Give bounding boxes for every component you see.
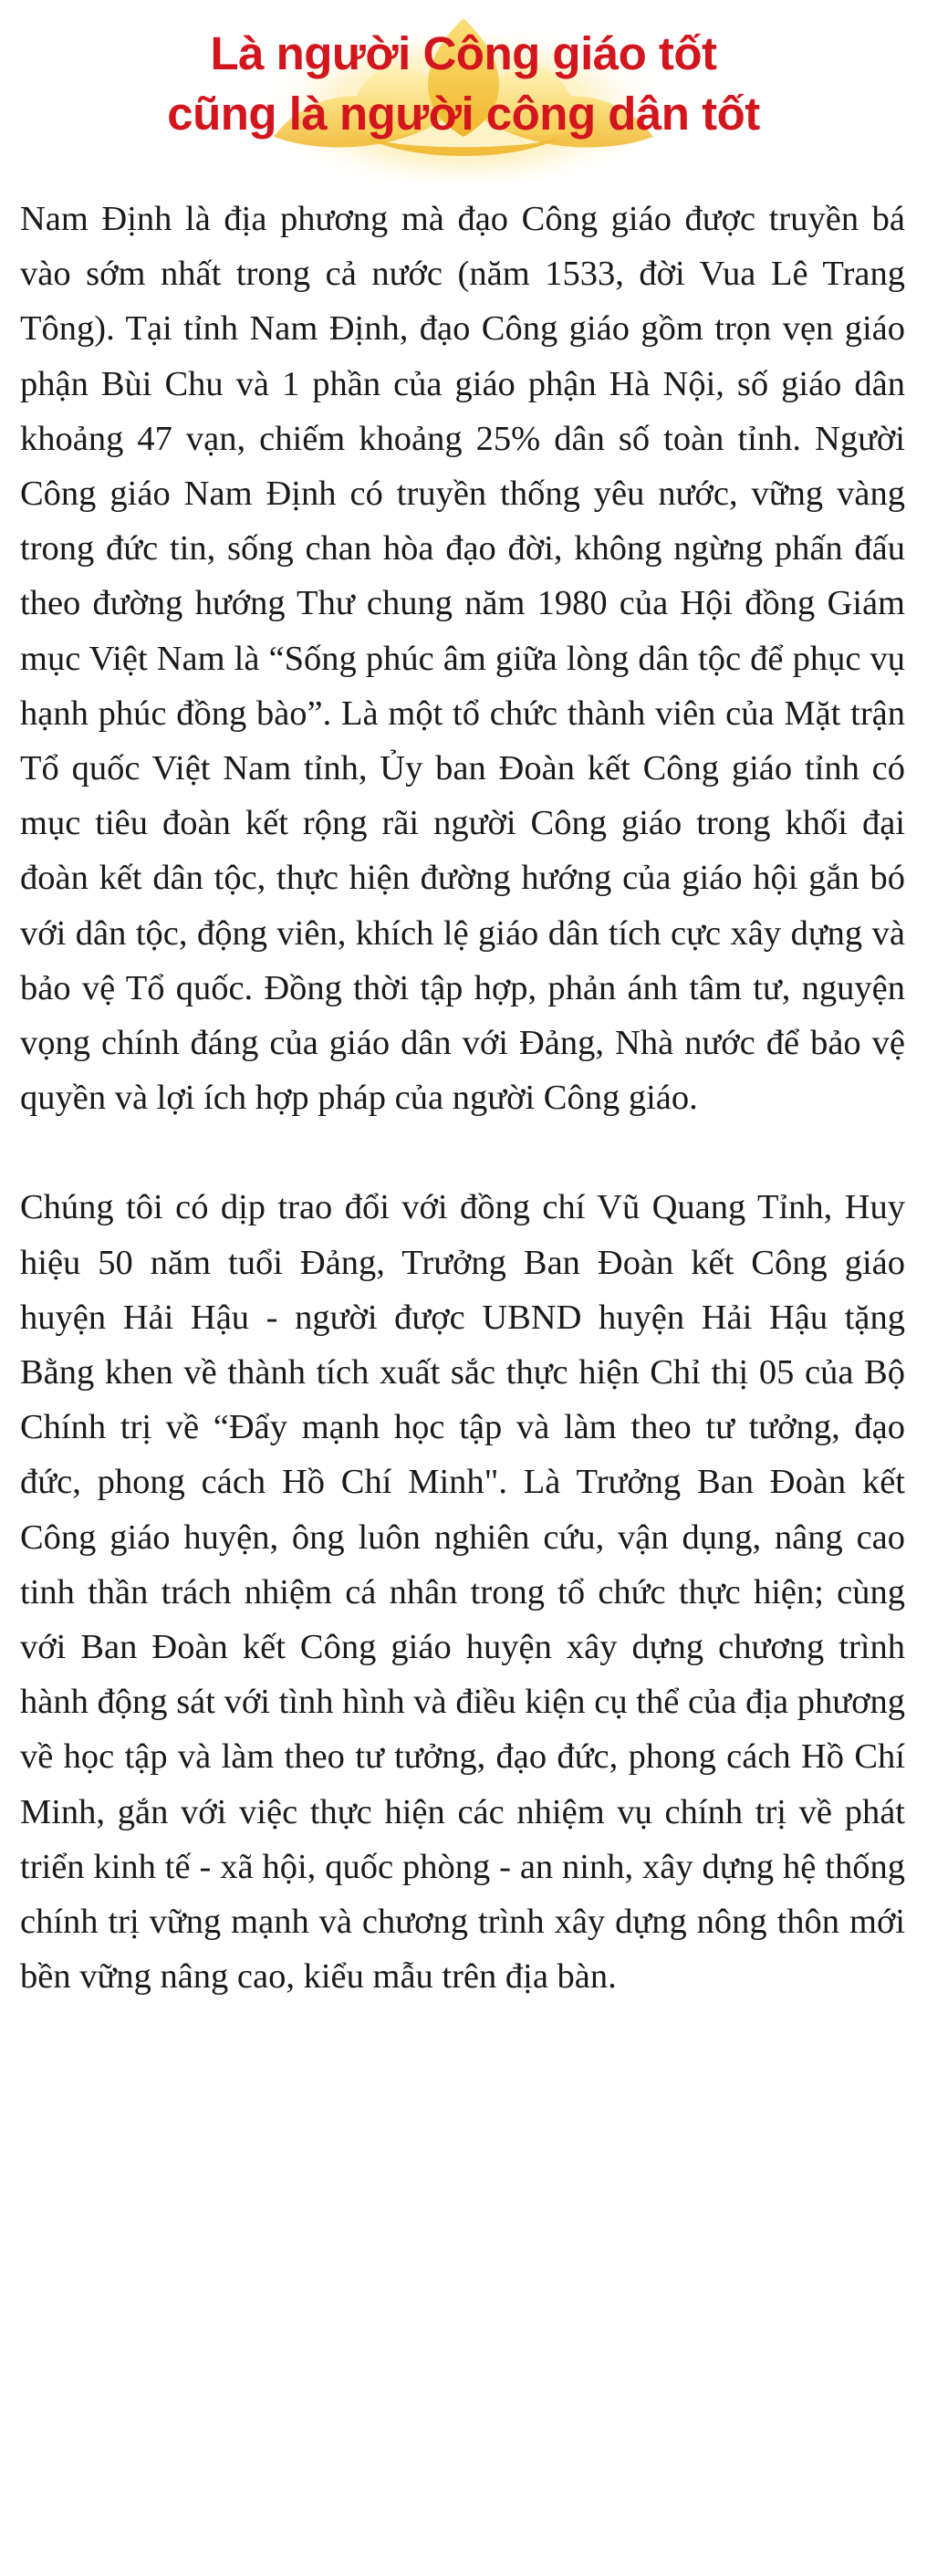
article-header	[0, 0, 927, 183]
title-line-1: Là người Công giáo tốt	[210, 27, 717, 79]
title-line-2: cũng là người công dân tốt	[167, 88, 760, 140]
article-title	[0, 24, 927, 144]
paragraph-2: Chúng tôi có dịp trao đổi với đồng chí Vũ Quang Tỉnh, Huy hiệu 50 năm tuổi Đảng, Trưởng Ban Đoàn kết Công giáo huyện Hải Hậu - người được UBND huyện Hải Hậu tặng Bằng khen về thành tích xuất sắc thực hiện Chỉ thị 05 của Bộ Chính trị về “Đẩy mạnh học tập và làm theo tư tưởng, đạo đức, phong cách Hồ Chí Minh". Là Trưởng Ban Đoàn kết Công giáo huyện, ông luôn nghiên cứu, vận dụng, nâng cao tinh thần trách nhiệm cá nhân trong tổ chức thực hiện; cùng với Ban Đoàn kết Công giáo huyện xây dựng chương trình hành động sát với tình hình và điều kiện cụ thể của địa phương về học tập và làm theo tư tưởng, đạo đức, phong cách Hồ Chí Minh, gắn với việc thực hiện các nhiệm vụ chính trị về phát triển kinh tế - xã hội, quốc phòng - an ninh, xây dựng hệ thống chính trị vững mạnh và chương trình xây dựng nông thôn mới bền vững nâng cao, kiểu mẫu trên địa bàn.	[20, 1188, 905, 1997]
article-body	[20, 192, 905, 2005]
paragraph-1: Nam Định là địa phương mà đạo Công giáo được truyền bá vào sớm nhất trong cả nước (năm 1533, đời Vua Lê Trang Tông). Tại tỉnh Nam Định, đạo Công giáo gồm trọn vẹn giáo phận Bùi Chu và 1 phần của giáo phận Hà Nội, số giáo dân khoảng 47 vạn, chiếm khoảng 25% dân số toàn tỉnh. Người Công giáo Nam Định có truyền thống yêu nước, vững vàng trong đức tin, sống chan hòa đạo đời, không ngừng phấn đấu theo đường hướng Thư chung năm 1980 của Hội đồng Giám mục Việt Nam là “Sống phúc âm giữa lòng dân tộc để phục vụ hạnh phúc đồng bào”. Là một tổ chức thành viên của Mặt trận Tổ quốc Việt Nam tỉnh, Ủy ban Đoàn kết Công giáo tỉnh có mục tiêu đoàn kết rộng rãi người Công giáo trong khối đại đoàn kết dân tộc, thực hiện đường hướng của giáo hội gắn bó với dân tộc, động viên, khích lệ giáo dân tích cực xây dựng và bảo vệ Tổ quốc. Đồng thời tập hợp, phản ánh tâm tư, nguyện vọng chính đáng của giáo dân với Đảng, Nhà nước để bảo vệ quyền và lợi ích hợp pháp của người Công giáo.	[20, 200, 905, 1118]
